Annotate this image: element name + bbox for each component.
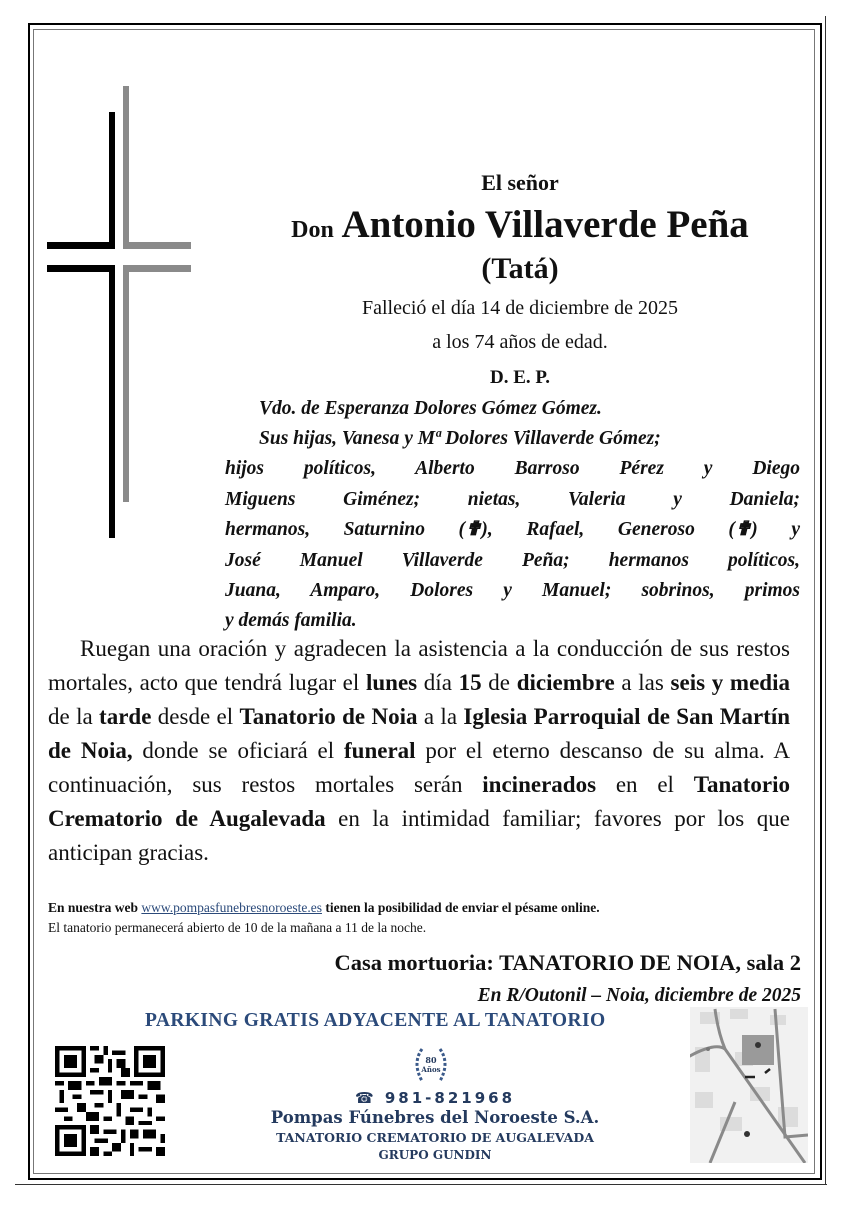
nickname: (Tatá) (481, 252, 559, 285)
family-line: Miguens Giménez; nietas, Valeria y Daniela; (225, 488, 800, 510)
svg-text:Años: Años (421, 1065, 441, 1074)
death-date: Falleció el día 14 de diciembre de 2025 (361, 297, 678, 319)
website-link[interactable]: www.pompasfunebresnoroeste.es (141, 900, 322, 915)
full-name: Antonio Villaverde Peña (341, 203, 749, 246)
family-line: hermanos, Saturnino (✟), Rafael, Generoso (✟) y (225, 519, 800, 541)
web-note: En nuestra web www.pompasfunebresnoroeste.es tienen la posibilidad de enviar el pésame online. (48, 900, 600, 915)
ceremony-paragraph: Ruegan una oración y agradecen la asistencia a la conducción de sus restos mortales, acto que tendrá lugar el lunes día 15 de diciembre a las seis y media de la tarde desde el Tanatorio de Noia a la Iglesia Parroquial de San Martín de Noia, donde se oficiará el funeral por el eterno descanso de su alma. A continuación, sus restos mortales serán incinerados en el Tanatorio Crematorio de Augalevada en la intimidad familiar; favores por los que anticipan gracias. (48, 636, 791, 865)
dep-heading: D. E. P. (489, 367, 550, 388)
family-line: Sus hijas, Vanesa y Mª Dolores Villaverde Gómez; (259, 428, 661, 449)
family-line: José Manuel Villaverde Peña; hermanos políticos, (225, 549, 800, 571)
family-line: hijos políticos, Alberto Barroso Pérez y Diego (225, 458, 800, 480)
company-name: Pompas Fúnebres del Noroeste S.A. (270, 1108, 600, 1127)
border-shadow-right (825, 16, 826, 1184)
age: a los 74 años de edad. (432, 331, 608, 353)
funeral-home: Casa mortuoria: TANATORIO DE NOIA, sala 2 (334, 950, 801, 975)
qr-code-icon[interactable] (55, 1046, 165, 1156)
widower-line: Vdo. de Esperanza Dolores Gómez Gómez. (259, 398, 602, 419)
place-date: En R/Outonil – Noia, diciembre de 2025 (477, 985, 801, 1006)
anniversary-logo-icon (408, 1045, 454, 1085)
group-name: GRUPO GUNDIN (378, 1148, 492, 1162)
svg-text:80: 80 (425, 1055, 437, 1065)
deceased-name (225, 202, 815, 247)
family-line: y demás familia. (225, 610, 357, 632)
honorific: Don (291, 217, 334, 243)
parking-notice: PARKING GRATIS ADYACENTE AL TANATORIO (145, 1010, 606, 1031)
border-shadow-bottom (15, 1184, 827, 1185)
hours-note: El tanatorio permanecerá abierto de 10 de la mañana a 11 de la noche. (48, 920, 427, 935)
location-map-icon[interactable] (690, 1007, 808, 1163)
family-list (225, 424, 800, 637)
phone-number: ☎ 981-821968 (354, 1089, 516, 1107)
crematorium-name: TANATORIO CREMATORIO DE AUGALEVADA (276, 1130, 594, 1145)
title-prefix: El señor (481, 170, 559, 195)
family-line: Juana, Amparo, Dolores y Manuel; sobrinos, primos (225, 580, 800, 602)
